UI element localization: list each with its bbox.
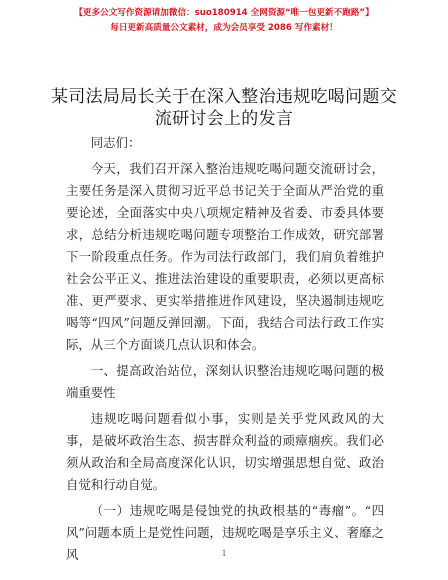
banner-line-2: 每日更新高质量公文素材，成为会员享受 2086 写作素材！ xyxy=(110,23,338,33)
document-title xyxy=(40,86,408,130)
paragraph-intro: 今天，我们召开深入整治违规吃喝问题交流研讨会，主要任务是深入贯彻习近平总书记关于全面从严治党的重要论述，全面落实中央八项规定精神及省委、市委具体要求，总结分析违规吃喝问题专项整治工作成效，研究部署下一阶段重点任务。作为司法行政部门，我们肩负着维护社会公平正义、推进法治建设的重要职责，必须以更高标准、更严要求、更实举措推进作风建设，坚决遏制违规吃喝等“四风”问题反弹回潮。下面，我结合司法行政工作实际，从三个方面谈几点认识和体会。 xyxy=(66,161,384,352)
title-line-1: 某司法局局长关于在深入整治违规吃喝问题交 xyxy=(51,87,397,107)
document-body xyxy=(66,132,384,566)
resource-banner xyxy=(0,6,448,36)
paragraph-section-1: 违规吃喝问题看似小事，实则是关乎党风政风的大事，是破坏政治生态、损害群众利益的顽瘴痼疾。我们必须从政治和全局高度深化认识，切实增强思想自觉、政治自觉和行动自觉。 xyxy=(66,411,384,492)
subsection-heading-1: （一）违规吃喝是侵蚀党的执政根基的“毒瘤”。“四风”问题本质上是党性问题，违规吃喝是享乐主义、奢靡之风 xyxy=(66,503,384,562)
banner-line-1: 【更多公文写作资源请加微信：suo180914 全网资源“唯一包更新不跑路”】 xyxy=(74,8,374,18)
page-number: 1 xyxy=(221,548,227,558)
section-heading-1: 一、提高政治站位，深刻认识整治违规吃喝问题的极端重要性 xyxy=(66,363,384,400)
title-line-2: 流研讨会上的发言 xyxy=(154,109,294,129)
greeting: 同志们： xyxy=(90,135,141,150)
